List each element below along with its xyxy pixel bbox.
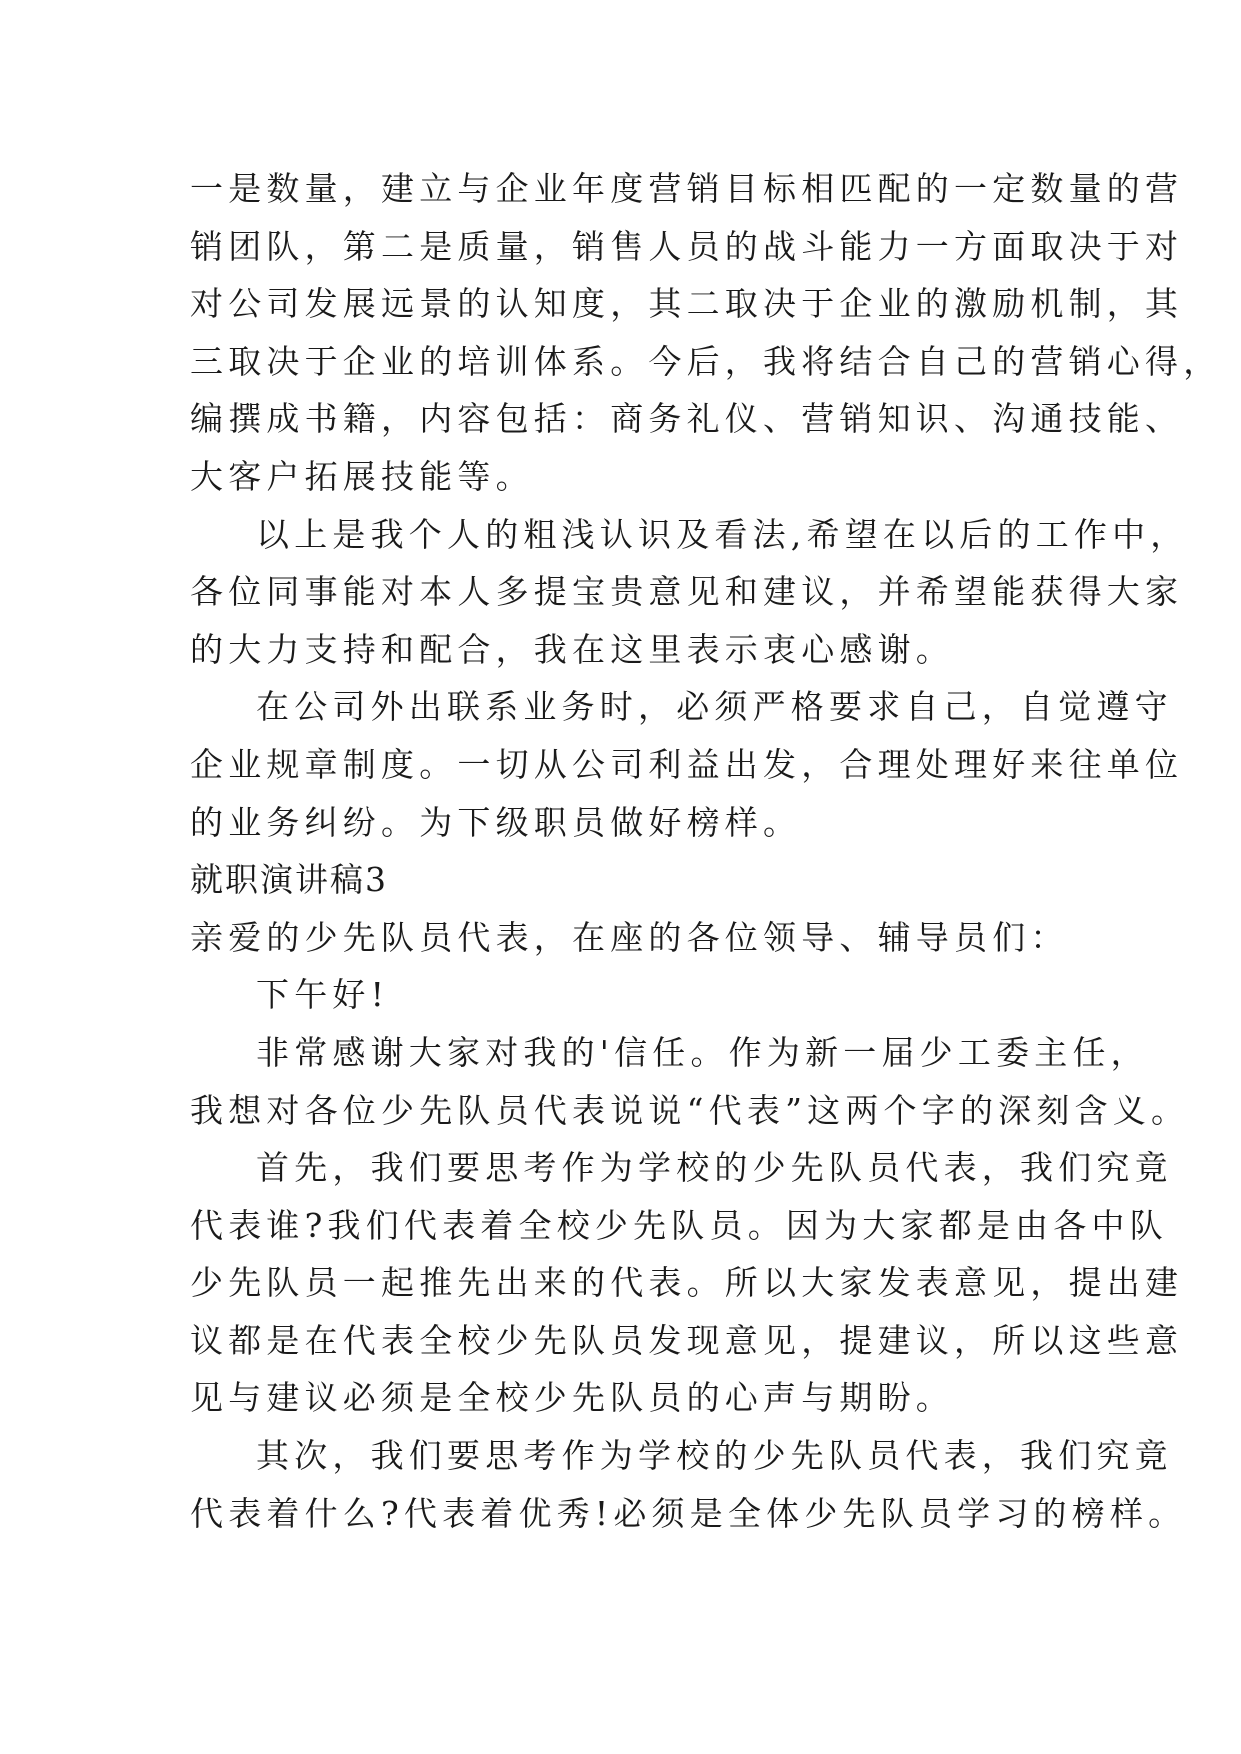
paragraph-start-line: 首先，我们要思考作为学校的少先队员代表，我们究竟 — [256, 1148, 1173, 1188]
text-line: 少先队员一起推先出来的代表。所以大家发表意见，提出建 — [190, 1263, 1184, 1303]
document-body — [190, 160, 1222, 1542]
text-line: 代表着什么?代表着优秀!必须是全体少先队员学习的榜样。 — [190, 1493, 1187, 1533]
paragraph-start-line: 其次，我们要思考作为学校的少先队员代表，我们究竟 — [256, 1436, 1173, 1476]
text-line: 编撰成书籍，内容包括：商务礼仪、营销知识、沟通技能、 — [190, 399, 1184, 439]
text-line: 我想对各位少先队员代表说说“代表”这两个字的深刻含义。 — [190, 1090, 1190, 1130]
paragraph-start-line: 以上是我个人的粗浅认识及看法,希望在以后的工作中， — [256, 514, 1189, 554]
text-line: 的业务纠纷。为下级职员做好榜样。 — [190, 802, 802, 842]
text-line: 见与建议必须是全校少先队员的心声与期盼。 — [190, 1378, 954, 1418]
text-line: 各位同事能对本人多提宝贵意见和建议，并希望能获得大家 — [190, 572, 1184, 612]
text-line: 代表谁?我们代表着全校少先队员。因为大家都是由各中队 — [190, 1205, 1168, 1245]
text-line: 企业规章制度。一切从公司利益出发，合理处理好来往单位 — [190, 744, 1184, 784]
text-line: 议都是在代表全校少先队员发现意见，提建议，所以这些意 — [190, 1320, 1184, 1360]
text-line: 销团队，第二是质量，销售人员的战斗能力一方面取决于对 — [190, 226, 1184, 266]
text-line: 一是数量，建立与企业年度营销目标相匹配的一定数量的营 — [190, 169, 1184, 208]
text-line: 的大力支持和配合，我在这里表示衷心感谢。 — [190, 629, 954, 669]
text-line: 对公司发展远景的认知度，其二取决于企业的激励机制，其 — [190, 284, 1184, 324]
greeting-line: 下午好! — [256, 975, 390, 1015]
section-heading: 就职演讲稿3 — [190, 860, 388, 900]
paragraph-start-line: 在公司外出联系业务时，必须严格要求自己，自觉遵守 — [256, 687, 1173, 727]
paragraph-start-line: 非常感谢大家对我的'信任。作为新一届少工委主任， — [256, 1032, 1149, 1072]
text-line: 大客户拓展技能等。 — [190, 456, 534, 496]
text-line: 三取决于企业的培训体系。今后，我将结合自己的营销心得， — [190, 341, 1222, 381]
salutation-line: 亲爱的少先队员代表，在座的各位领导、辅导员们： — [190, 917, 1069, 957]
